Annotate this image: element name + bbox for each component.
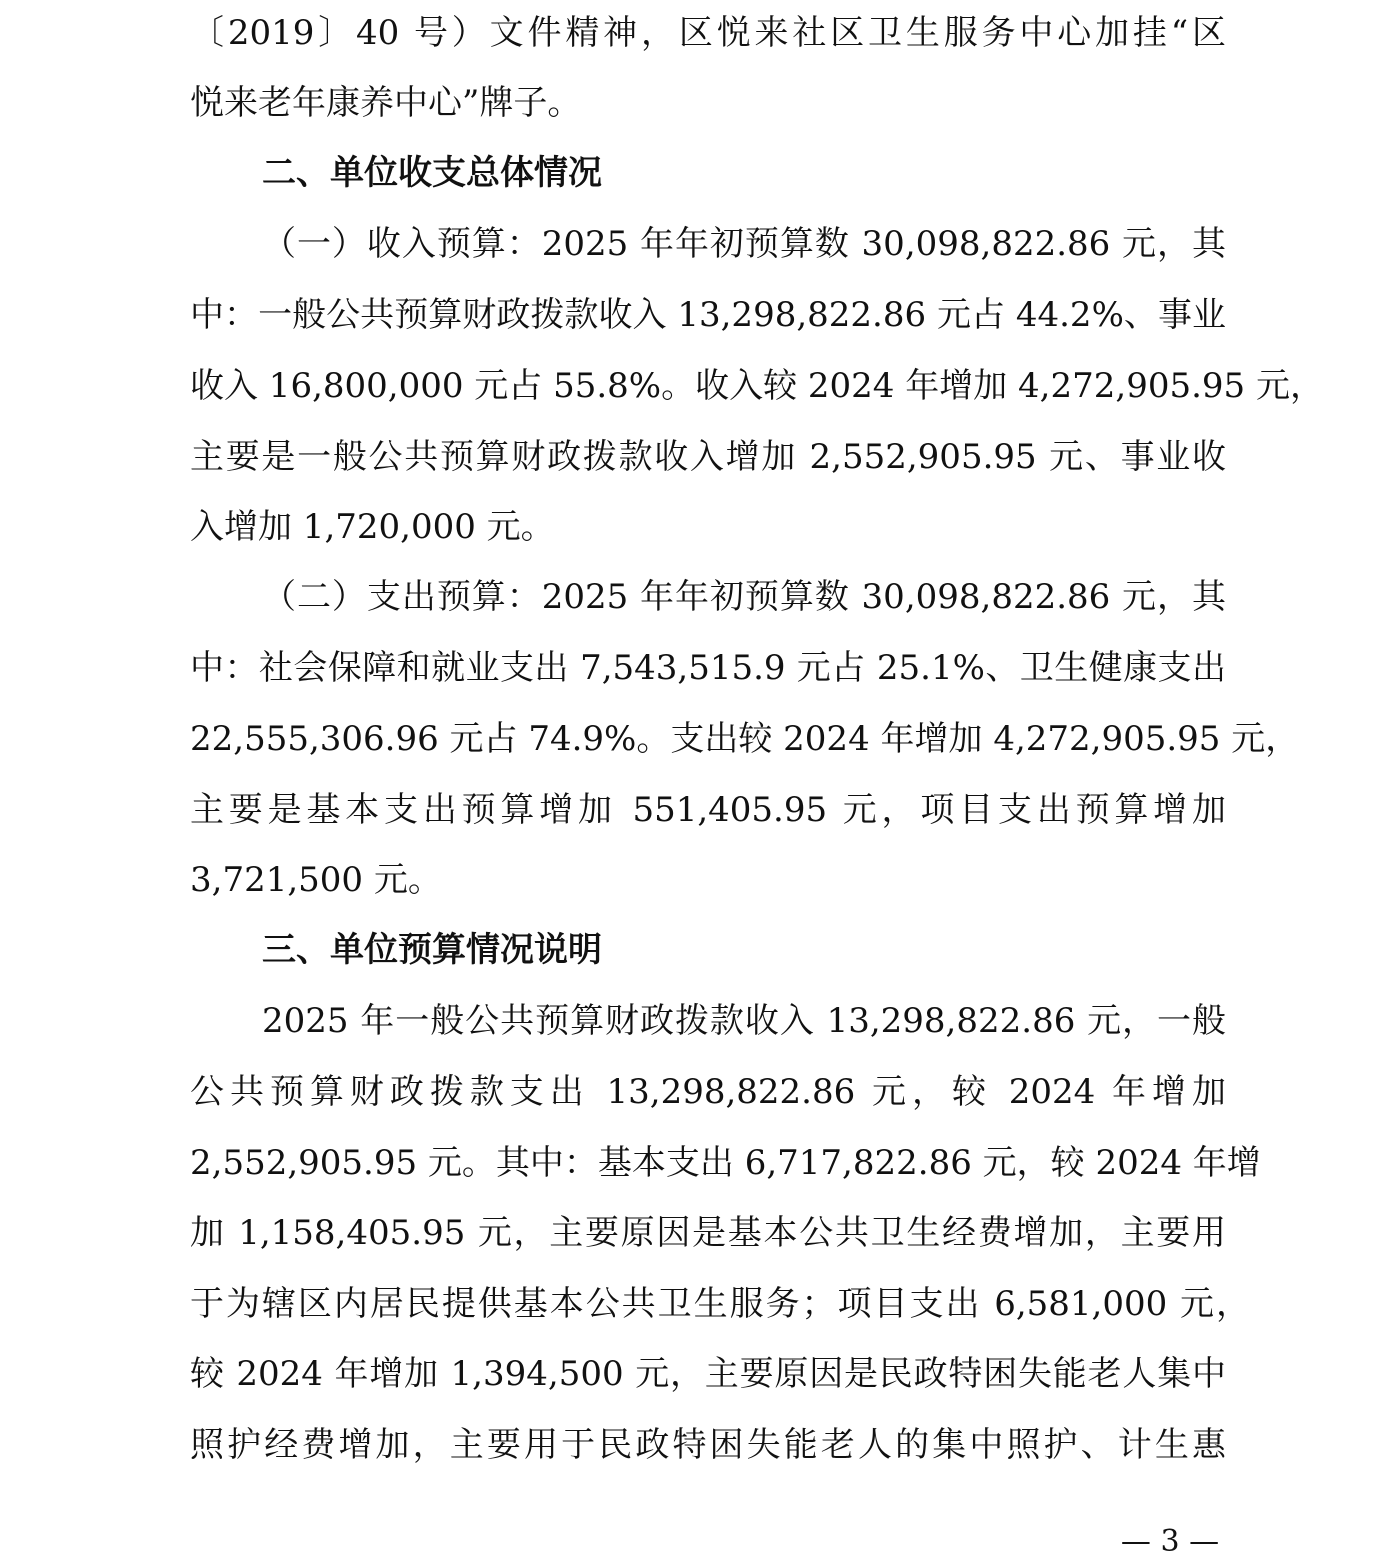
text-line: 主要是基本支出预算增加 551,405.95 元，项目支出预算增加 [190, 790, 1226, 830]
text-line: 中：社会保障和就业支出 7,543,515.9 元占 25.1%、卫生健康支出 [190, 648, 1226, 688]
page-number: — 3 — [1120, 1524, 1220, 1559]
text-line: 2,552,905.95 元。其中：基本支出 6,717,822.86 元，较 2024 年增 [190, 1143, 1261, 1183]
text-line: 较 2024 年增加 1,394,500 元，主要原因是民政特困失能老人集中 [190, 1354, 1226, 1394]
text-line: 3,721,500 元。 [190, 860, 442, 900]
text-line: 悦来老年康养中心”牌子。 [190, 83, 582, 123]
text-line: 于为辖区内居民提供基本公共卫生服务；项目支出 6,581,000 元， [190, 1284, 1250, 1324]
text-line: 中：一般公共预算财政拨款收入 13,298,822.86 元占 44.2%、事业 [190, 295, 1226, 335]
text-line: 主要是一般公共预算财政拨款收入增加 2,552,905.95 元、事业收 [190, 437, 1226, 477]
text-line: 入增加 1,720,000 元。 [190, 507, 555, 547]
section-heading: 二、单位收支总体情况 [262, 153, 602, 193]
text-line: 照护经费增加，主要用于民政特困失能老人的集中照护、计生惠 [190, 1425, 1226, 1465]
text-line: （二）支出预算：2025 年年初预算数 30,098,822.86 元，其 [262, 577, 1226, 617]
text-line: 公共预算财政拨款支出 13,298,822.86 元，较 2024 年增加 [190, 1072, 1226, 1112]
section-heading: 三、单位预算情况说明 [262, 930, 602, 970]
text-line: 2025 年一般公共预算财政拨款收入 13,298,822.86 元，一般 [262, 1001, 1226, 1041]
text-line: 加 1,158,405.95 元，主要原因是基本公共卫生经费增加，主要用 [190, 1213, 1226, 1253]
text-line: 〔2019〕40 号）文件精神，区悦来社区卫生服务中心加挂“区 [190, 13, 1226, 53]
text-line: （一）收入预算：2025 年年初预算数 30,098,822.86 元，其 [262, 224, 1226, 264]
text-line: 收入 16,800,000 元占 55.8%。收入较 2024 年增加 4,272,905.95 元， [190, 366, 1324, 406]
text-line: 22,555,306.96 元占 74.9%。支出较 2024 年增加 4,272,905.95 元， [190, 719, 1300, 759]
